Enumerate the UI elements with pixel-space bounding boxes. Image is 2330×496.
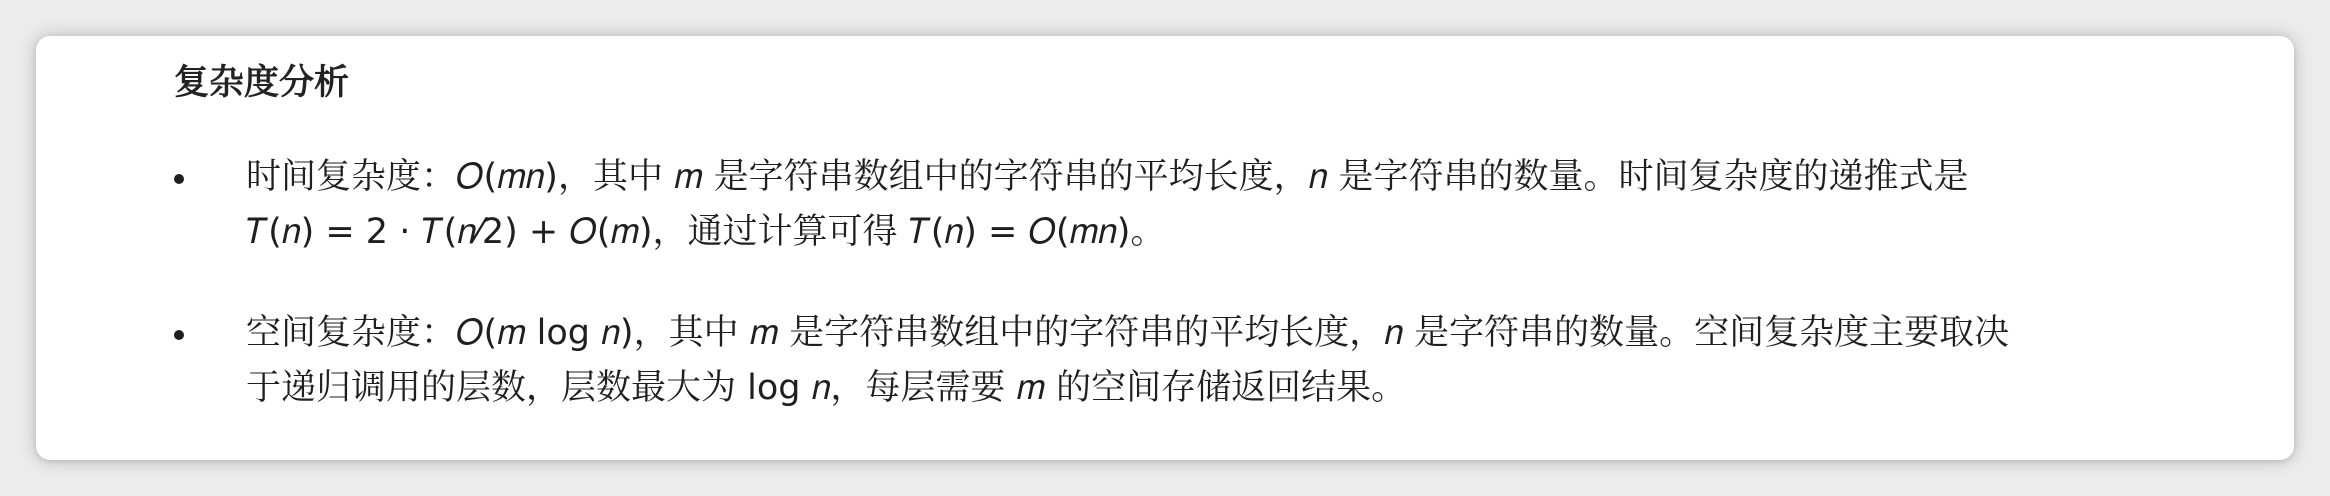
space-complexity-item xyxy=(174,306,2234,416)
section-heading: 复杂度分析 xyxy=(174,63,350,103)
space-complexity-line-1: 空间复杂度：𝑂(𝑚 log 𝑛)，其中 𝑚 是字符串数组中的字符串的平均长度，𝑛 是字符串的数量。空间复杂度主要取决 xyxy=(246,313,2010,353)
time-complexity-line-1: 时间复杂度：𝑂(𝑚𝑛)，其中 𝑚 是字符串数组中的字符串的平均长度，𝑛 是字符串的数量。时间复杂度的递推式是 xyxy=(246,157,1969,197)
bullet-icon xyxy=(174,174,184,184)
space-complexity-line-2: 于递归调用的层数，层数最大为 log 𝑛，每层需要 𝑚 的空间存储返回结果。 xyxy=(246,368,1407,408)
time-complexity-item xyxy=(174,150,2234,260)
bullet-icon xyxy=(174,330,184,340)
time-complexity-line-2: 𝑇(𝑛) = 2 · 𝑇(𝑛⁄2) + 𝑂(𝑚)，通过计算可得 𝑇(𝑛) = 𝑂(𝑚𝑛)。 xyxy=(246,212,1166,252)
content-card xyxy=(36,36,2294,460)
complexity-list xyxy=(174,150,2234,416)
